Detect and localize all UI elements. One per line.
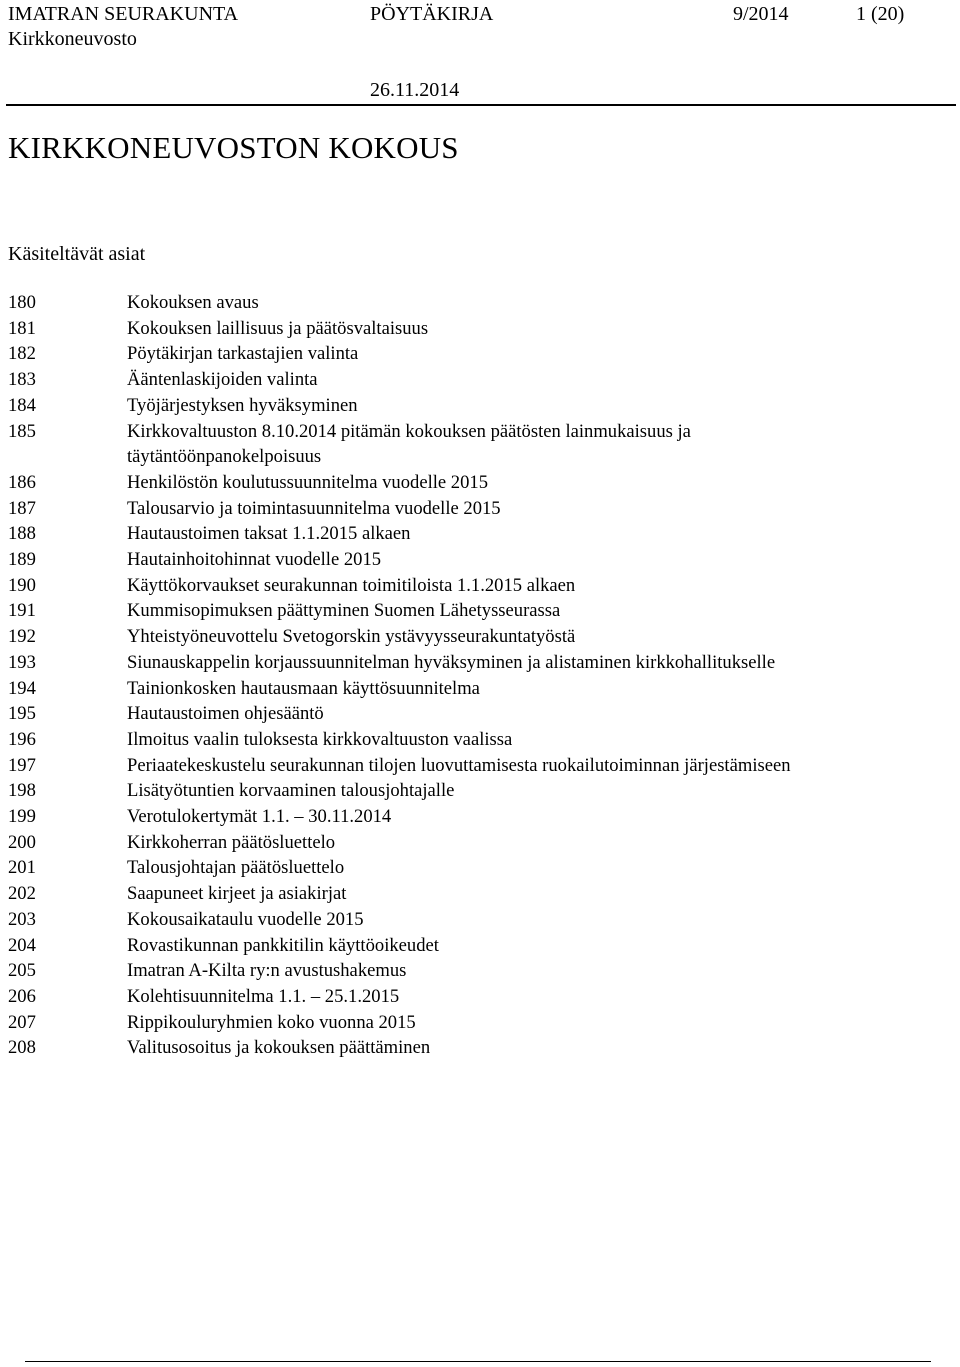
agenda-item-title: Hautaustoimen taksat 1.1.2015 alkaen [127, 523, 411, 545]
agenda-item [8, 341, 953, 367]
agenda-item-number: 190 [8, 574, 36, 596]
agenda-item [8, 316, 953, 342]
agenda-item-number: 191 [8, 600, 36, 622]
agenda-item-title: Lisätyötuntien korvaaminen talousjohtajalle [127, 780, 455, 802]
agenda-item-title: Kirkkoherran päätösluettelo [127, 831, 336, 853]
agenda-item-number: 197 [8, 754, 36, 776]
agenda-item-number: 207 [8, 1011, 36, 1033]
agenda-item [8, 521, 953, 547]
header-divider [6, 104, 956, 106]
agenda-item [8, 804, 953, 830]
agenda-item [8, 547, 953, 573]
agenda-item [8, 1010, 953, 1036]
agenda-item [8, 778, 953, 804]
agenda-item-number: 198 [8, 780, 36, 802]
agenda-item-title: Periaatekeskustelu seurakunnan tilojen luovuttamisesta ruokailutoiminnan järjestämiseen [127, 754, 791, 776]
agenda-item-title: Yhteistyöneuvottelu Svetogorskin ystävyysseurakuntatyöstä [127, 626, 576, 648]
agenda-item [8, 855, 953, 881]
agenda-item-title: Talousarvio ja toimintasuunnitelma vuodelle 2015 [127, 497, 501, 519]
agenda-item-number: 201 [8, 857, 36, 879]
agenda-item [8, 701, 953, 727]
agenda-item [8, 881, 953, 907]
agenda-item-number: 203 [8, 908, 36, 930]
agenda-item [8, 958, 953, 984]
agenda-item-title: Kokouksen avaus [127, 292, 259, 313]
agenda-item-number: 189 [8, 549, 36, 571]
agenda-item-title: Ääntenlaskijoiden valinta [127, 369, 318, 391]
agenda-item-number: 202 [8, 883, 36, 905]
agenda-item [8, 367, 953, 393]
agenda-item [8, 830, 953, 856]
agenda-item-number: 195 [8, 703, 36, 725]
agenda-item-title: Rovastikunnan pankkitilin käyttöoikeudet [127, 934, 439, 956]
agenda-item-number: 206 [8, 985, 36, 1007]
agenda-item-number: 204 [8, 934, 36, 956]
agenda-item-number: 183 [8, 369, 36, 391]
agenda-item [8, 470, 953, 496]
agenda-item [8, 650, 953, 676]
agenda-list [8, 290, 953, 1061]
agenda-item-number: 186 [8, 471, 36, 493]
agenda-item-number: 185 [8, 420, 36, 442]
agenda-item-title: Siunauskappelin korjaussuunnitelman hyväksyminen ja alistaminen kirkkohallitukselle [127, 651, 776, 673]
agenda-item-title: Verotulokertymät 1.1. – 30.11.2014 [127, 806, 392, 828]
agenda-item-number: 192 [8, 626, 36, 648]
agenda-item [8, 907, 953, 933]
header-body: Kirkkoneuvosto [8, 28, 137, 50]
agenda-item-title: Valitusosoitus ja kokouksen päättäminen [127, 1037, 431, 1059]
agenda-item [8, 624, 953, 650]
agenda-item [8, 496, 953, 522]
agenda-item-title: Rippikouluryhmien koko vuonna 2015 [127, 1011, 416, 1033]
agenda-item [8, 933, 953, 959]
agenda-item-title: Kokousaikataulu vuodelle 2015 [127, 908, 364, 930]
agenda-item [8, 676, 953, 702]
agenda-item-number: 200 [8, 831, 36, 853]
agenda-item [8, 753, 953, 779]
agenda-item-title: Henkilöstön koulutussuunnitelma vuodelle 2015 [127, 471, 488, 493]
agenda-item-number: 184 [8, 394, 36, 416]
agenda-item-title: Hautaustoimen ohjesääntö [127, 703, 324, 725]
agenda-item-number: 193 [8, 651, 36, 673]
agenda-item [8, 1035, 953, 1061]
agenda-item-title: Kirkkovaltuuston 8.10.2014 pitämän kokouksen päätösten lainmukaisuus ja täytäntöönpanokelpoisuus [127, 420, 691, 468]
agenda-item [8, 573, 953, 599]
agenda-item-title: Tainionkosken hautausmaan käyttösuunnitelma [127, 677, 480, 699]
agenda-item [8, 419, 953, 470]
agenda-item [8, 727, 953, 753]
footer-divider [25, 1361, 931, 1362]
agenda-item-title: Kokouksen laillisuus ja päätösvaltaisuus [127, 317, 429, 339]
agenda-item-title: Käyttökorvaukset seurakunnan toimitiloista 1.1.2015 alkaen [127, 574, 576, 596]
agenda-item-title: Pöytäkirjan tarkastajien valinta [127, 343, 359, 365]
section-heading: Käsiteltävät asiat [8, 243, 146, 265]
header-document-type: PÖYTÄKIRJA [370, 3, 494, 25]
agenda-item [8, 984, 953, 1010]
agenda-item-number: 180 [8, 292, 36, 313]
agenda-item-title: Hautainhoitohinnat vuodelle 2015 [127, 549, 382, 571]
agenda-item-title: Talousjohtajan päätösluettelo [127, 857, 345, 879]
agenda-item-number: 199 [8, 806, 36, 828]
agenda-item-title: Ilmoitus vaalin tuloksesta kirkkovaltuuston vaalissa [127, 728, 513, 750]
header-page-indicator: 1 (20) [856, 3, 905, 25]
agenda-item [8, 393, 953, 419]
agenda-item-number: 194 [8, 677, 36, 699]
header-date: 26.11.2014 [370, 79, 460, 101]
agenda-item-title: Kolehtisuunnitelma 1.1. – 25.1.2015 [127, 985, 400, 1007]
header-meeting-number: 9/2014 [733, 3, 789, 25]
agenda-item-title: Saapuneet kirjeet ja asiakirjat [127, 883, 347, 905]
agenda-item-number: 187 [8, 497, 36, 519]
agenda-item-number: 196 [8, 728, 36, 750]
agenda-item-number: 181 [8, 317, 36, 339]
agenda-item-number: 188 [8, 523, 36, 545]
agenda-item-title: Työjärjestyksen hyväksyminen [127, 394, 358, 416]
header-organization: IMATRAN SEURAKUNTA [8, 3, 239, 25]
agenda-item [8, 598, 953, 624]
agenda-item-number: 205 [8, 960, 36, 982]
page-title: KIRKKONEUVOSTON KOKOUS [8, 130, 459, 165]
agenda-item-number: 182 [8, 343, 36, 365]
agenda-item-title: Imatran A-Kilta ry:n avustushakemus [127, 960, 407, 982]
agenda-item [8, 290, 953, 316]
agenda-item-title: Kummisopimuksen päättyminen Suomen Lähetysseurassa [127, 600, 561, 622]
agenda-item-number: 208 [8, 1037, 36, 1059]
